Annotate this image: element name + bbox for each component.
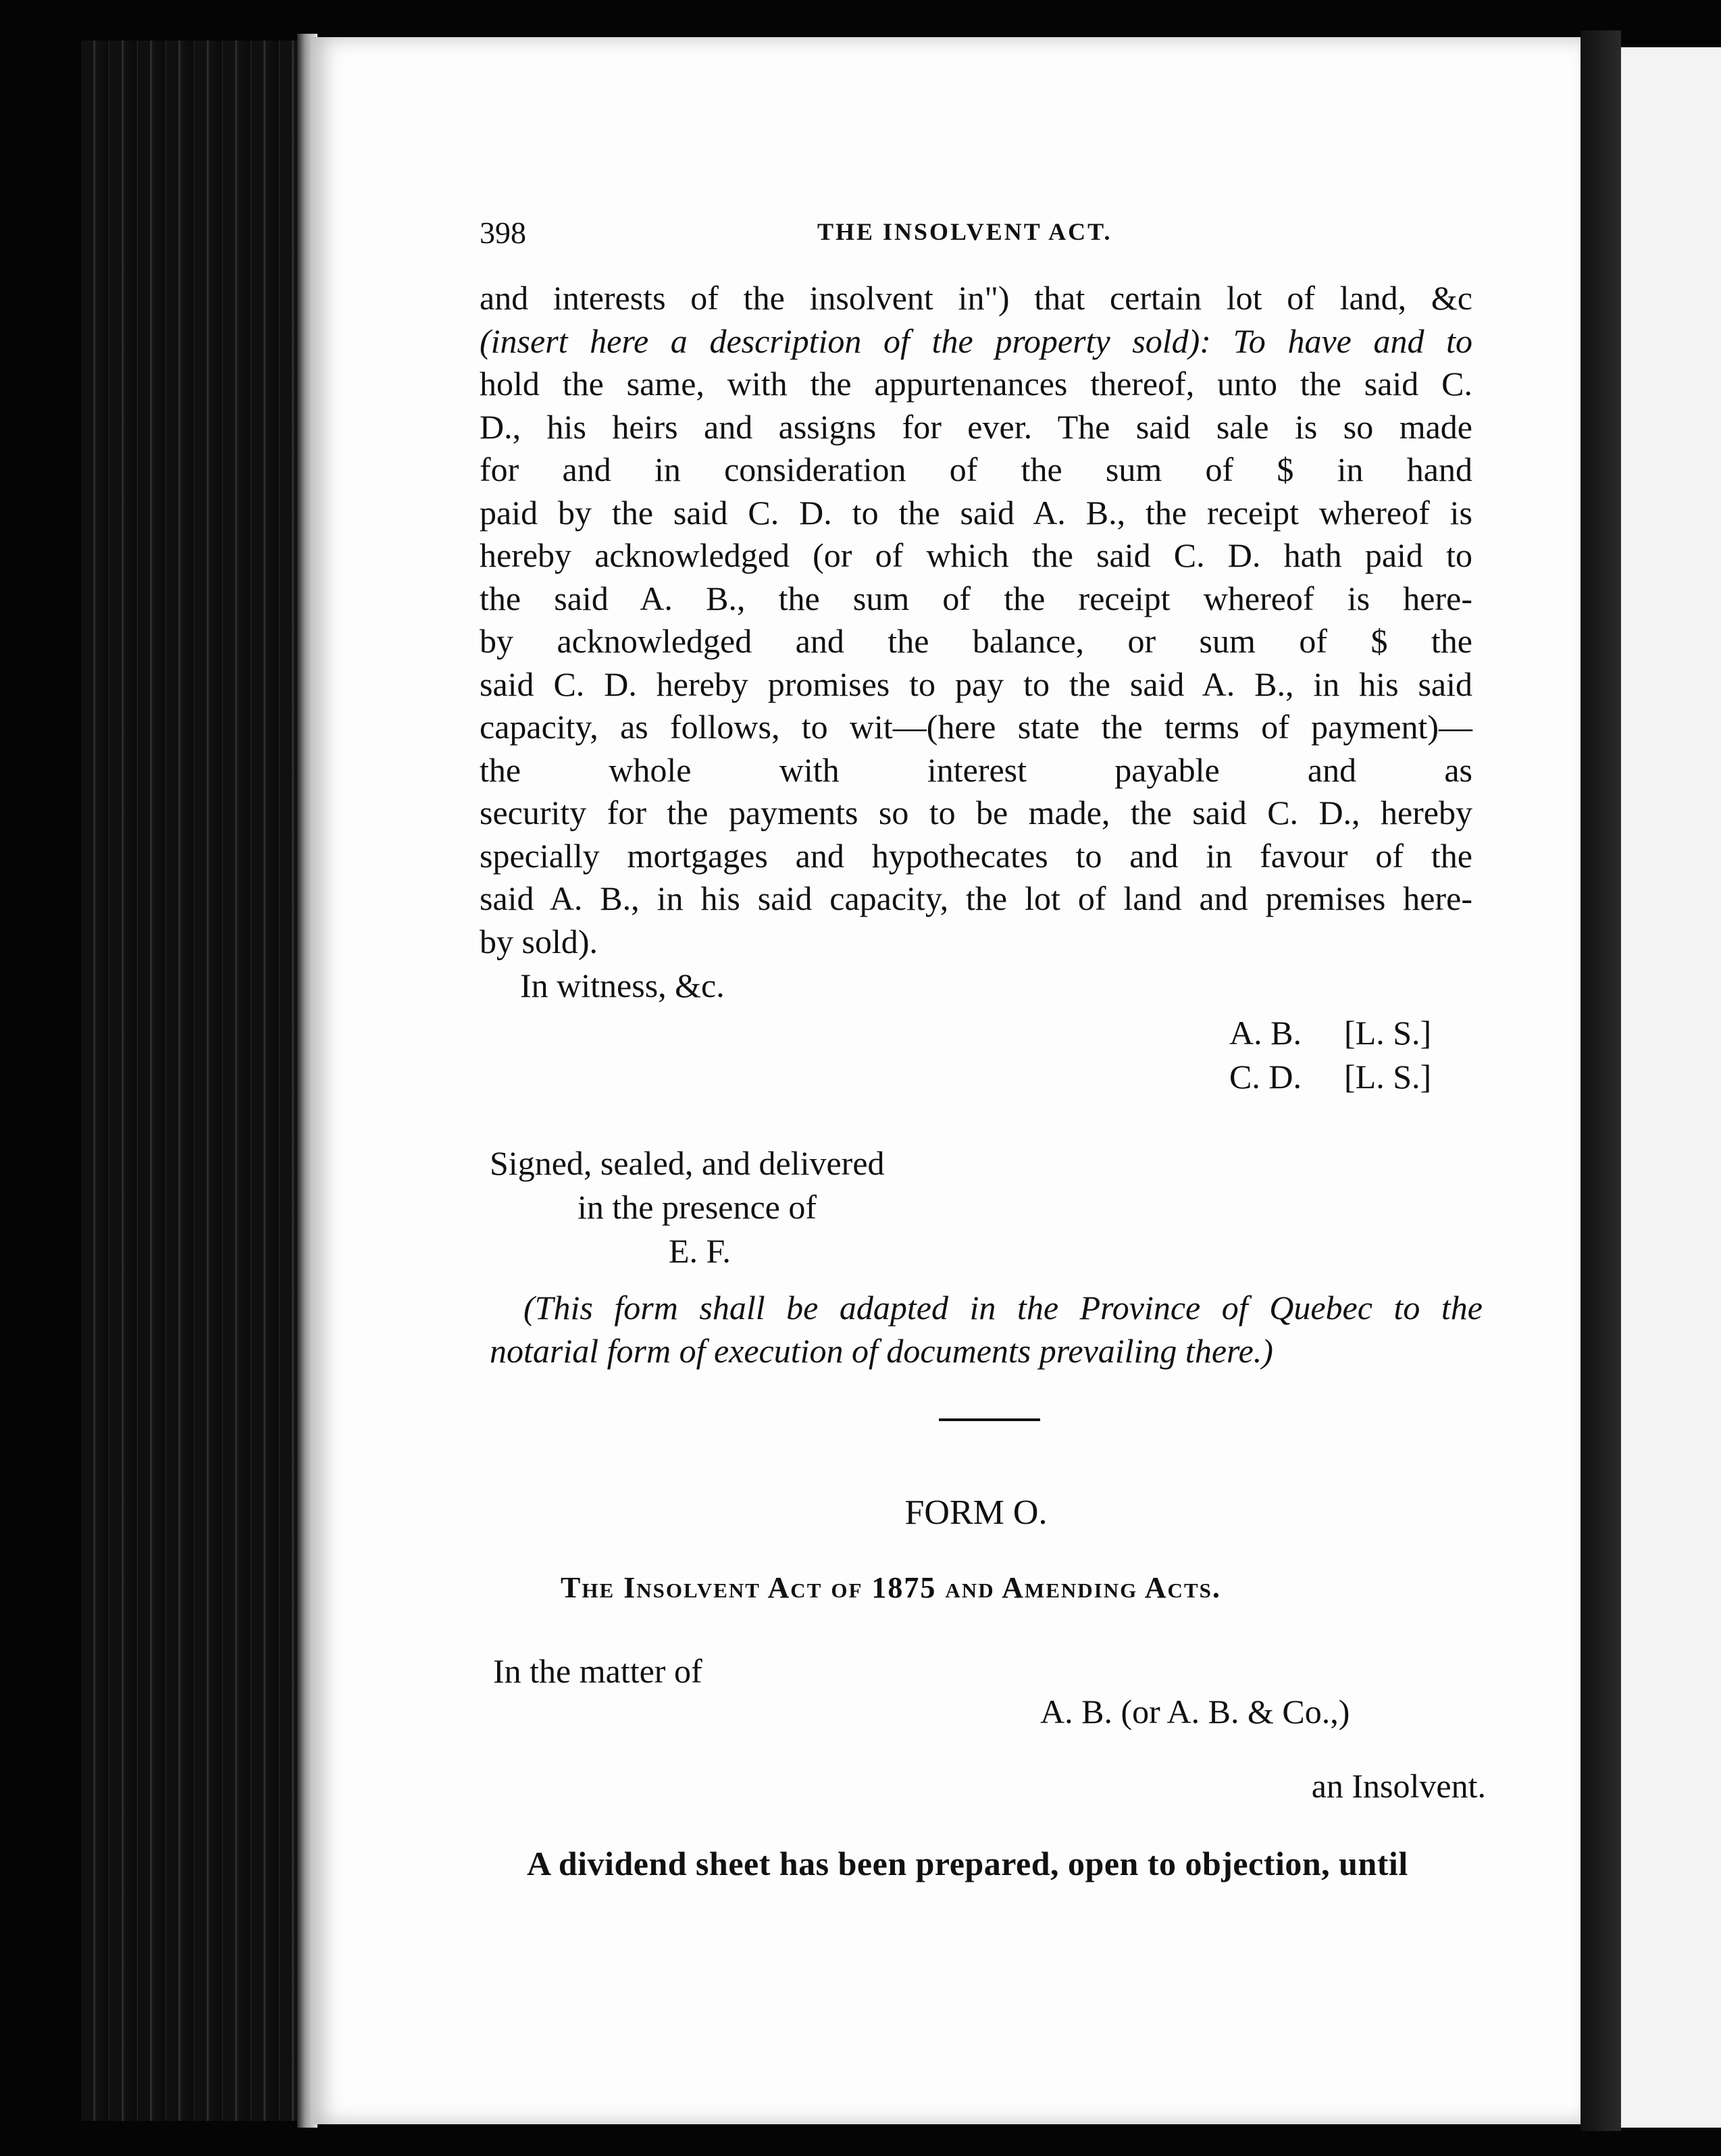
page-edges xyxy=(81,41,304,2121)
body-line: hold the same, with the appurtenances thereof, unto the said C. xyxy=(480,365,1472,403)
signed-line: Signed, sealed, and delivered xyxy=(490,1144,885,1182)
seal-mark: [L. S.] xyxy=(1344,1058,1432,1096)
note-line: notarial form of execution of documents prevailing there.) xyxy=(490,1331,1273,1370)
signature-cd xyxy=(1229,1057,1432,1096)
body-line: said A. B., in his said capacity, the lot of land and premises here- xyxy=(480,879,1472,917)
body-line: hereby acknowledged (or of which the said C. D. hath paid to xyxy=(480,536,1472,574)
right-page-edge xyxy=(1581,30,1621,2131)
body-line: for and in consideration of the sum of $ in hand xyxy=(480,451,1472,488)
section-divider xyxy=(939,1418,1040,1421)
matter-label: In the matter of xyxy=(493,1652,702,1690)
signatory-name: A. B. xyxy=(1229,1014,1302,1052)
signatory-name: C. D. xyxy=(1229,1058,1302,1096)
signature-ab xyxy=(1229,1013,1432,1052)
body-line: and interests of the insolvent in") that certain lot of land, &c xyxy=(480,279,1472,317)
dividend-line: A dividend sheet has been prepared, open to objection, until xyxy=(527,1845,1408,1882)
body-line: specially mortgages and hypothecates to and in favour of the xyxy=(480,836,1472,875)
body-line: paid by the said C. D. to the said A. B., the receipt whereof is xyxy=(480,493,1472,532)
body-line: D., his heirs and assigns for ever. The said sale is so made xyxy=(480,407,1472,446)
body-line: by sold). xyxy=(480,922,598,960)
act-title: The Insolvent Act of 1875 and Amending Acts. xyxy=(561,1571,1221,1604)
insolvent-name: A. B. (or A. B. & Co.,) xyxy=(1040,1693,1350,1730)
body-line: said C. D. hereby promises to pay to the said A. B., in his said xyxy=(480,665,1472,703)
running-title: THE INSOLVENT ACT. xyxy=(817,218,1112,245)
quebec-note xyxy=(490,1287,1483,1372)
presence-line: in the presence of xyxy=(577,1188,817,1226)
body-line: by acknowledged and the balance, or sum of $ the xyxy=(480,622,1472,660)
body-line: the whole with interest payable and as xyxy=(480,750,1472,789)
seal-mark: [L. S.] xyxy=(1344,1014,1432,1052)
note-line: (This form shall be adapted in the Province of Quebec to the xyxy=(523,1289,1483,1327)
body-line: security for the payments so to be made, the said C. D., hereby xyxy=(480,794,1472,831)
form-title: FORM O. xyxy=(904,1493,1048,1532)
page-number: 398 xyxy=(480,215,526,250)
facing-page xyxy=(1621,47,1721,2128)
insolvent-label: an Insolvent. xyxy=(1311,1767,1486,1805)
witness-clause: In witness, &c. xyxy=(520,967,725,1004)
body-line: the said A. B., the sum of the receipt whereof is here- xyxy=(480,579,1472,617)
body-line: (insert here a description of the property sold): To have and to xyxy=(480,322,1472,360)
running-header xyxy=(480,203,1472,250)
body-text xyxy=(480,277,1472,963)
body-line: capacity, as follows, to wit—(here state the terms of payment)— xyxy=(480,708,1472,746)
witness-name: E. F. xyxy=(669,1232,731,1270)
